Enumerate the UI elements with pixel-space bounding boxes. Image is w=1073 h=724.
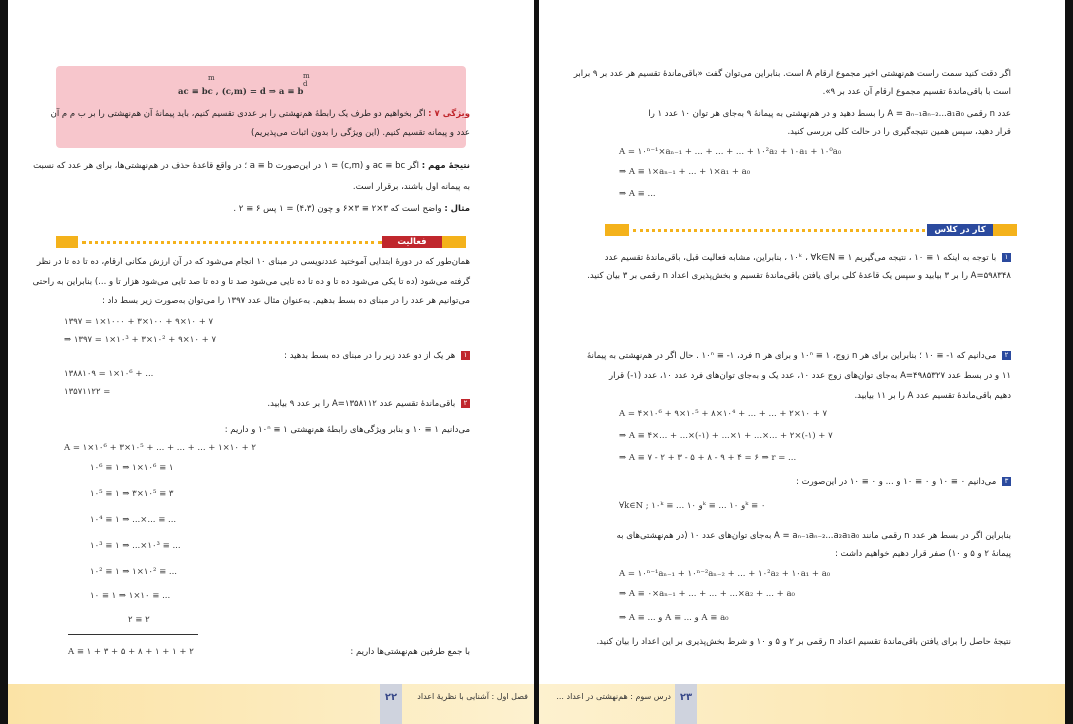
right-lesson-title: درس سوم : هم‌نهشتی در اعداد ... bbox=[556, 692, 671, 701]
q1-a: ۱۳۸۸۱۰۹ = ۱×۱۰⁶ + ... bbox=[64, 369, 154, 379]
cw-q1-line2: A=۵۹۸۳۴۸ را بر ۳ بیابید و سپس یک قاعدهٔ کلی برای یافتن باقی‌ماندهٔ تقسیم و بخش‌پذیری اعداد n رقمی بر ۳ بیان کنید. bbox=[587, 271, 1011, 281]
cw-q1-line1: با توجه به اینکه ۱ ≡ ۱۰ ، نتیجه می‌گیریم ۱ ≡ ۱۰ᵏ ، ∀k∈N ، بنابراین، مشابه فعالیت قبل، باقی‌ماندهٔ تقسیم عدد bbox=[604, 253, 997, 263]
cw-q3-e2: A = ۱۰ⁿ⁻¹aₙ₋₁ + ۱۰ⁿ⁻²aₙ₋₂ + ... + ۱۰²a₂ + ۱۰a₁ + a₀ bbox=[619, 569, 831, 579]
property-line2: عدد و پیمانه تقسیم کنیم. (این ویژگی را بدون اثبات می‌پذیریم) bbox=[251, 128, 470, 138]
mod-top: m bbox=[208, 74, 215, 82]
sum-eq: A ≡ ۱ + ۳ + ۵ + ۸ + ۱ + ۱ + ۲ bbox=[68, 647, 194, 657]
q2-hint: می‌دانیم ۱ ≡ ۱۰ و بنابر ویژگی‌های رابطهٔ هم‌نهشتی ۱ ≡ ۱۰ⁿ و داریم : bbox=[224, 425, 470, 435]
congruence-step: ۱۰ ≡ ۱ ⇒ ۱×۱۰ ≡ ... bbox=[90, 591, 171, 601]
mod-frac-bottom: d bbox=[303, 80, 308, 88]
right-footer-tab bbox=[675, 684, 697, 724]
cw-q2-line2: ۱۱ و در بسط عدد A=۴۹۸۵۳۲۷ به‌جای توان‌های زوج عدد ۱۰، عدد یک و به‌جای توان‌های فرد عدد ۱۰، عدد (۱-) قرار bbox=[608, 371, 1011, 381]
bar-right-orange bbox=[442, 236, 466, 248]
sum-label: با جمع طرفین هم‌نهشتی‌ها داریم : bbox=[350, 647, 470, 657]
property-label: ویژگی ۷ : bbox=[428, 109, 470, 119]
q1-bullet: ۱ bbox=[461, 351, 470, 360]
a-expansion: A = ۱×۱۰⁶ + ۳×۱۰⁵ + ... + ... + ... + ۱×۱۰ + ۲ bbox=[64, 443, 256, 453]
right-footer bbox=[539, 684, 1065, 724]
left-page bbox=[8, 0, 534, 724]
activity-p1: همان‌طور که در دورهٔ ابتدایی آموختید عددنویسی در مبنای ۱۰ انجام می‌شود که در آن ارزش مکانی ارقام، ده تا ده تا در نظر bbox=[36, 257, 470, 267]
activity-p2: گرفته می‌شود (ده تا یکی می‌شود ده تا و ده تا ده تایی می‌شود صد تا و ده تا صد تایی می‌شود هزار تا و ...) بنابراین به راحتی bbox=[32, 277, 470, 287]
left-chapter-title: فصل اول : آشنایی با نظریهٔ اعداد bbox=[417, 692, 528, 701]
important-line1: اگر ac ≡ bc و (c,m) = ۱ در این‌صورت a ≡ b ؛ در واقع قاعدهٔ حذف در هم‌نهشتی‌ها، برای هر عدد که نسبت bbox=[33, 161, 420, 171]
activity-header-bar bbox=[56, 236, 466, 248]
cw-conclusion: نتیجهٔ حاصل را برای یافتن باقی‌ماندهٔ تقسیم اعداد n رقمی بر ۲ و ۵ و ۱۰ و شرط بخش‌پذیری بر این اعداد را بیان کنید. bbox=[596, 637, 1011, 647]
cw-q3-line3: پیمانهٔ ۲ و ۵ و ۱۰) صفر قرار دهیم خواهیم داشت : bbox=[834, 549, 1011, 559]
left-page-number: ۲۲ bbox=[384, 692, 398, 703]
congruence-step: ۱۰⁴ ≡ ۱ ⇒ ...×... ≡ ... bbox=[90, 515, 177, 525]
top-e2: ⇒ A ≡ ۱×aₙ₋₁ + ... + ۱×a₁ + a₀ bbox=[619, 167, 751, 177]
cw-q2-line1: می‌دانیم که ۱- ≡ ۱۰ ؛ بنابراین برای هر n زوج، ۱ ≡ ۱۰ⁿ و برای هر n فرد، ۱- ≡ ۱۰ⁿ . حال اگر در هم‌نهشتی به پیمانهٔ bbox=[586, 351, 997, 361]
top-e1: A = ۱۰ⁿ⁻¹×aₙ₋₁ + ... + ... + ... + ۱۰²a₂ + ۱۰a₁ + ۱۰⁰a₀ bbox=[619, 147, 842, 157]
sum-rule bbox=[68, 634, 198, 635]
top-p4: قرار دهید، سپس همین نتیجه‌گیری را در حالت کلی بررسی کنید. bbox=[787, 127, 1011, 137]
top-p1: اگر دقت کنید سمت راست هم‌نهشتی اخیر مجموع ارقام A است. بنابراین می‌توان گفت «باقی‌ماندهٔ تقسیم هر عدد بر ۹ برابر bbox=[573, 69, 1011, 79]
congruence-step: ۱۰⁵ ≡ ۱ ⇒ ۳×۱۰⁵ ≡ ۳ bbox=[90, 489, 174, 499]
left-footer bbox=[8, 684, 534, 724]
cw-bar-right-orange bbox=[993, 224, 1017, 236]
cw-q3-e4: ⇒ A ≡ ... و A ≡ ... و A ≡ a₀ bbox=[619, 613, 729, 623]
q2-bullet: ۲ bbox=[461, 399, 470, 408]
top-e3: ⇒ A ≡ ... bbox=[619, 189, 656, 199]
cw-q2-e2: ⇒ A ≡ ۴×... + ...×(-۱) + ...×۱ + ...×... + ۲×(-۱) + ۷ bbox=[619, 431, 833, 441]
classwork-header-bar bbox=[605, 224, 1017, 236]
bar-left-orange bbox=[56, 236, 78, 248]
bar-dots bbox=[82, 241, 382, 244]
cw-bar-left-orange bbox=[605, 224, 629, 236]
right-page-number: ۲۳ bbox=[679, 692, 693, 703]
cw-bar-dots bbox=[633, 229, 925, 232]
congruence-step: ۱۰² ≡ ۱ ⇒ ۱×۱۰² ≡ ... bbox=[90, 567, 178, 577]
example-text: واضح است که ۳×۲ ≡ ۳×۶ و چون (۴،۳) = ۱ پس ۶ ≡ ۲ . bbox=[233, 204, 442, 214]
cw-q3-line1: می‌دانیم ۰ ≡ ۱۰ و ۰ ≡ ۱۰ و ... و ۰ ≡ ۱۰ در این‌صورت : bbox=[796, 477, 997, 487]
classwork-title: کار در کلاس bbox=[927, 224, 993, 236]
q1-text: هر یک از دو عدد زیر را در مبنای ده بسط بدهید : bbox=[284, 351, 456, 361]
activity-p3: می‌توانیم هر عدد را در مبنای ده بسط بدهیم. به‌عنوان مثال عدد ۱۳۹۷ را می‌توان به‌صورت زیر بسط داد : bbox=[101, 296, 470, 306]
q2-text: باقی‌ماندهٔ تقسیم عدد A=۱۳۵۸۱۱۲ را بر عدد ۹ بیابید. bbox=[267, 399, 456, 409]
important-line2: به پیمانه اول باشند، برقرار است. bbox=[352, 182, 470, 192]
cw-q3-e3: ⇒ A ≡ ۰×aₙ₋₁ + ... + ... + ...×a₂ + ... + a₀ bbox=[619, 589, 795, 599]
cw-q2-bullet: ۲ bbox=[1002, 351, 1011, 360]
congruence-step: ۲ ≡ ۲ bbox=[128, 615, 150, 625]
activity-title: فعالیت bbox=[382, 236, 442, 248]
example-label: مثال : bbox=[444, 204, 470, 214]
right-page bbox=[539, 0, 1065, 724]
top-p3: عدد n رقمی A = aₙ₋₁aₙ₋₂...a₁a₀ را بسط دهید و در هم‌نهشتی به پیمانهٔ ۹ به‌جای هر توان ۱۰ عدد ۱ را bbox=[648, 109, 1011, 119]
activity-eq1: ۱۳۹۷ = ۱×۱۰۰۰ + ۳×۱۰۰ + ۹×۱۰ + ۷ bbox=[64, 317, 214, 327]
cw-q2-line3: دهیم باقی‌ماندهٔ تقسیم عدد A را بر ۱۱ بیابید. bbox=[854, 391, 1011, 401]
congruence-step: ۱۰⁶ ≡ ۱ ⇒ ۱×۱۰⁶ ≡ ۱ bbox=[90, 463, 174, 473]
property-formula: ac ≡ bc , (c,m) = d ⇒ a ≡ b bbox=[178, 87, 304, 97]
activity-eq2: ⇒ ۱۳۹۷ = ۱×۱۰³ + ۳×۱۰² + ۹×۱۰ + ۷ bbox=[64, 335, 217, 345]
property-line1: اگر بخواهیم دو طرف یک رابطهٔ هم‌نهشتی را بر عددی تقسیم کنیم، باید پیمانهٔ آن هم‌نهشتی را بر ب م م آن bbox=[50, 109, 426, 119]
mod-frac-top: m bbox=[303, 72, 310, 80]
top-p2: است با باقی‌ماندهٔ تقسیم مجموع ارقام آن عدد بر ۹». bbox=[822, 87, 1011, 97]
cw-q3-e1: ∀k∈N ; ۱۰ᵏ ≡ ... و ۱۰ᵏ ≡ ... و ۱۰ᵏ ≡ ۰ bbox=[619, 501, 766, 511]
congruence-step: ۱۰³ ≡ ۱ ⇒ ...×۱۰³ ≡ ... bbox=[90, 541, 181, 551]
cw-q3-line2: بنابراین اگر در بسط هر عدد n رقمی مانند A = aₙ₋₁aₙ₋₂...a₂a₁a₀ به‌جای توان‌های عدد ۱۰ (در هم‌نهشتی‌های به bbox=[616, 531, 1011, 541]
cw-q2-e1: A = ۴×۱۰⁶ + ۹×۱۰⁵ + ۸×۱۰⁴ + ... + ... + ۲×۱۰ + ۷ bbox=[619, 409, 828, 419]
cw-q2-e3: ⇒ A ≡ ۷ - ۲ + ۳ - ۵ + ۸ - ۹ + ۴ = ۶ ⇒ r = ... bbox=[619, 453, 797, 463]
q1-b: ۱۳۵۷۱۱۲۲ = bbox=[64, 387, 111, 397]
cw-q3-bullet: ۳ bbox=[1002, 477, 1011, 486]
cw-q1-bullet: ۱ bbox=[1002, 253, 1011, 262]
important-label: نتیجهٔ مهم : bbox=[421, 161, 470, 171]
left-footer-tab bbox=[380, 684, 402, 724]
